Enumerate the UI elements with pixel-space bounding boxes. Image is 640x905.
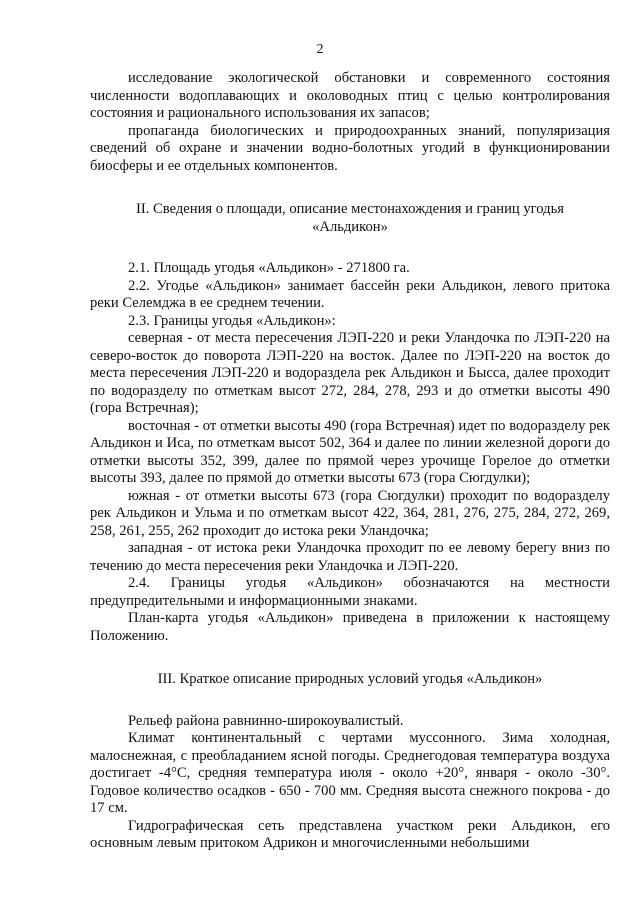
boundary-east: восточная - от отметки высоты 490 (гора Встречная) идет по водоразделу рек Альдикон и Иса, по отметкам высот 502, 364 и далее по линии железной дороги до отметки высоты 352, 399, далее по прямой через урочище Горелое до отметки высоты 393, далее по прямой до отметки высоты 673 (гора Сюгдулки); — [90, 417, 610, 486]
clause-2-3: 2.3. Границы угодья «Альдикон»: — [128, 312, 336, 329]
hydrography-paragraph: Гидрографическая сеть представлена участком реки Альдикон, его основным левым притоком Адрикон и многочисленными небольшими — [90, 817, 610, 851]
intro-paragraph-2: пропаганда биологических и природоохранных знаний, популяризация сведений об охране и значении водно-болотных угодий в функционировании биосферы и ее отдельных компонентов. — [90, 122, 610, 174]
intro-paragraph-1: исследование экологической обстановки и современного состояния численности водоплавающих и околоводных птиц с целью контролирования состояния и рационального использования их запасов; — [90, 70, 610, 121]
clause-2-4: 2.4. Границы угодья «Альдикон» обозначаются на местности предупредительными и информационными знаками. — [90, 575, 610, 609]
section-2-title-line-2: «Альдикон» — [312, 218, 388, 235]
climate-paragraph: Климат континентальный с чертами муссонного. Зима холодная, малоснежная, с преобладанием ясной погоды. Среднегодовая температура воздуха достигает -4°С, средняя температура июля - около +20°, января - около -30°. Годовое количество осадков - 650 - 700 мм. Средняя высота снежного покрова - до 17 см. — [90, 730, 610, 816]
clause-2-2: 2.2. Угодье «Альдикон» занимает бассейн реки Альдикон, левого притока реки Селемджа в ее среднем течении. — [90, 277, 610, 311]
clause-2-1: 2.1. Площадь угодья «Альдикон» - 271800 га. — [128, 260, 410, 276]
document-body — [90, 70, 610, 853]
relief-paragraph: Рельеф района равнинно-широкоувалистый. — [128, 712, 404, 729]
boundary-south: южная - от отметки высоты 673 (гора Сюгдулки) проходит по водоразделу рек Альдикон и Ульма и по отметкам высот 422, 364, 281, 276, 275, 284, 272, 269, 258, 261, 255, 262 проходит до истока реки Уландочка; — [90, 487, 610, 539]
section-3-title: III. Краткое описание природных условий угодья «Альдикон» — [157, 671, 543, 687]
boundary-west: западная - от истока реки Уландочка проходит по ее левому берегу вниз по течению до места пересечения реки Уландочка и ЛЭП-220. — [90, 540, 610, 574]
plan-map-note: План-карта угодья «Альдикон» приведена в приложении к настоящему Положению. — [90, 610, 610, 644]
page-number: 2 — [316, 42, 324, 57]
boundary-north: северная - от места пересечения ЛЭП-220 и реки Уландочка по ЛЭП-220 на северо-восток до поворота ЛЭП-220 на восток. Далее по ЛЭП-220 на восток до места пересечения ЛЭП-220 и водораздела рек Альдикон и Бысса, далее проходит по водоразделу по отметкам высот 272, 284, 278, 293 и до отметки высоты 490 (гора Встречная); — [90, 330, 610, 416]
section-2-title-line-1: II. Сведения о площади, описание местонахождения и границ угодья — [136, 201, 564, 217]
